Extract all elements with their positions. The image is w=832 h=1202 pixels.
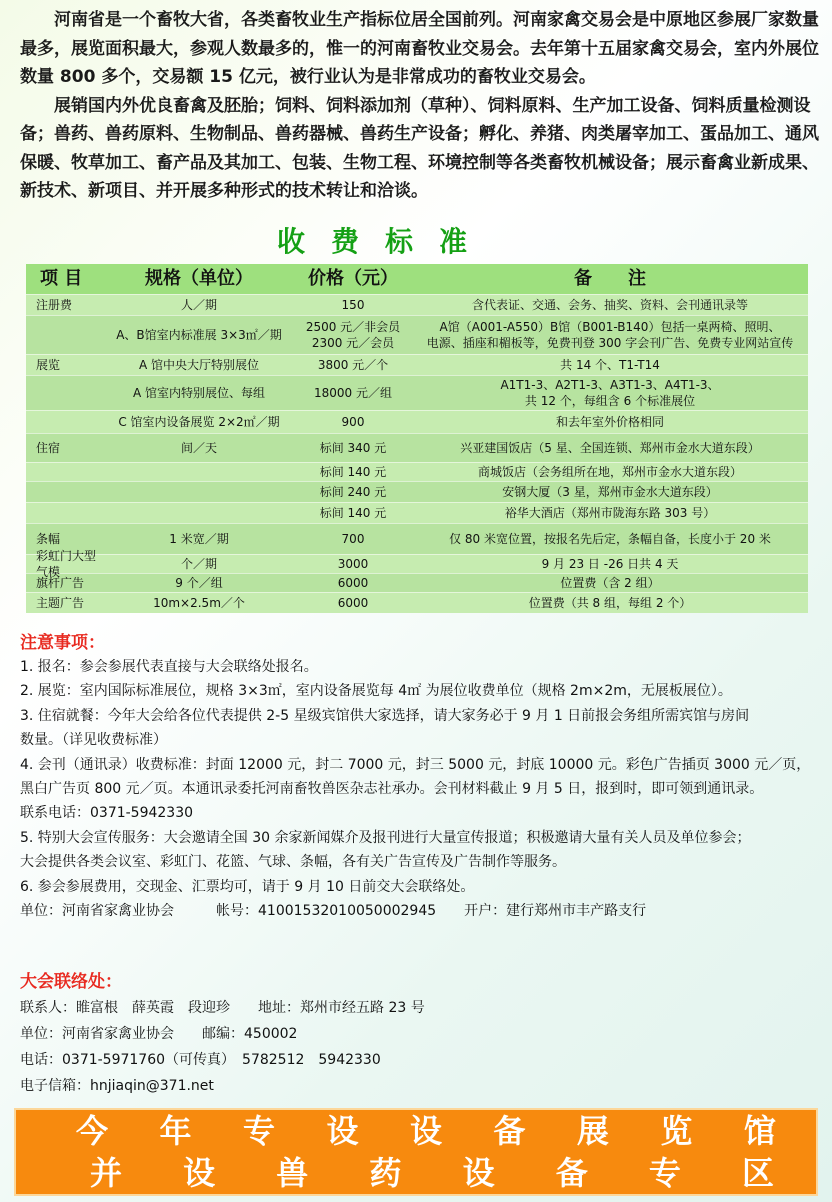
contact-line: 电话：0371-5971760（可传真） 5782512 5942330: [20, 1052, 381, 1068]
table-row: [26, 502, 808, 523]
cell-price: 150: [341, 298, 365, 312]
fee-standard-title: 收费标准: [276, 225, 493, 258]
cell-note: 安钢大厦（3 星，郑州市金水大道东段）: [502, 485, 718, 499]
cell-price: 标间 240 元: [319, 485, 387, 499]
cell-spec: 10m×2.5m／个: [153, 596, 245, 610]
banner-char: 设: [326, 1112, 359, 1150]
table-row: [26, 354, 808, 375]
cell-note: 位置费（含 2 组）: [560, 576, 660, 590]
cell-price: 标间 140 元: [319, 465, 387, 479]
table-row: [26, 549, 808, 579]
contact-list: [20, 995, 820, 1099]
cell-note: 仅 80 米宽位置，按报名先后定，条幅自备，长度小于 20 米: [449, 532, 771, 546]
cell-spec: 1 米宽／期: [169, 532, 229, 546]
cell-price: 700: [341, 532, 365, 546]
cell-item: 旗杆广告: [36, 576, 85, 590]
fee-table: [26, 264, 808, 613]
banner-line-1: [16, 1110, 816, 1152]
cell-note: 位置费（共 8 组，每组 2 个）: [528, 596, 692, 610]
contact-line: 联系人：睢富根 薛英霞 段迎珍 地址：郑州市经五路 23 号: [20, 1000, 425, 1016]
cell-price: 3800 元／个: [317, 358, 389, 372]
banner-char: 兽: [276, 1154, 309, 1192]
cell-note: 9 月 23 日 -26 日共 4 天: [541, 557, 679, 571]
banner-char: 专: [648, 1154, 681, 1192]
cell-item: 彩虹门大型气模: [36, 549, 97, 579]
table-row: [26, 573, 808, 592]
contact-heading: 大会联络处：: [20, 972, 122, 992]
cell-spec: A、B馆室内标准展 3×3㎡／期: [116, 328, 282, 342]
banner-char: 专: [242, 1112, 275, 1150]
note-line: 2. 展览：室内国际标准展位，规格 3×3㎡，室内设备展览每 4㎡ 为展位收费单位（规格 2m×2m，无展板展位）。: [20, 683, 732, 700]
cell-price: 6000: [337, 576, 369, 590]
table-row: [26, 294, 808, 315]
cell-spec: 人／期: [180, 298, 217, 312]
intro-section: [20, 6, 820, 206]
banner-line-2: [16, 1152, 816, 1194]
banner-char: 览: [660, 1112, 693, 1150]
cell-spec: 个／期: [180, 557, 217, 571]
header-item: 项 目: [40, 268, 83, 289]
table-row: [26, 462, 808, 481]
notes-list: [20, 655, 820, 923]
note-line: 3. 住宿就餐：今年大会给各位代表提供 2-5 星级宾馆供大家选择，请大家务必于 9 月 1 日前报会务组所需宾馆与房间: [20, 707, 750, 724]
cell-spec: C 馆室内设备展览 2×2㎡／期: [118, 415, 280, 429]
note-line: 1. 报名：参会参展代表直接与大会联络处报名。: [20, 659, 318, 675]
cell-spec: A 馆中央大厅特别展位: [138, 358, 260, 372]
intro-paragraph-1: 河南省是一个畜牧大省，各类畜牧业生产指标位居全国前列。河南家禽交易会是中原地区参展厂家数量最多，展览面积最大，参观人数最多的，惟一的河南畜牧业交易会。去年第十五届家禽交易会，室内外展位数量 800 多个，交易额 15 亿元，被行业认为是非常成功的畜牧业交易会。: [20, 10, 819, 87]
header-spec: 规格（单位）: [145, 268, 253, 289]
table-row: [26, 433, 808, 462]
banner-char: 备: [555, 1154, 588, 1192]
cell-note: 和去年室外价格相同: [555, 415, 664, 429]
table-row: [26, 410, 808, 433]
banner-char: 药: [369, 1154, 402, 1192]
cell-spec: 9 个／组: [175, 576, 223, 590]
banner-char: 区: [741, 1154, 774, 1192]
table-row: [26, 375, 808, 410]
table-row: [26, 523, 808, 554]
cell-item: 住宿: [36, 441, 61, 455]
cell-price: 3000: [337, 557, 369, 571]
note-line: 单位：河南省家禽业协会 帐号：4100153201005000294​5 开户：建行郑州市丰产路支行: [20, 903, 647, 920]
banner-char: 馆: [743, 1112, 776, 1150]
note-line: 数量。（详见收费标准）: [20, 732, 167, 749]
cell-item: 主题广告: [36, 596, 85, 610]
note-line: 6. 参会参展费用，交现金、汇票均可，请于 9 月 10 日前交大会联络处。: [20, 878, 475, 895]
fee-table-header: [26, 264, 808, 294]
contact-line: 电子信箱：hnjiaqin@371.net: [20, 1078, 214, 1094]
cell-note: 兴亚建国饭店（5 星、全国连锁、郑州市金水大道东段）: [460, 441, 760, 455]
table-row: [26, 592, 808, 613]
banner-char: 年: [159, 1112, 192, 1150]
intro-paragraph-2: 展销国内外优良畜禽及胚胎；饲料、饲料添加剂（草种）、饲料原料、生产加工设备、饲料质量检测设备；兽药、兽药原料、生物制品、兽药器械、兽药生产设备；孵化、养猪、肉类屠宰加工、蛋品加工、通风保暖、牧草加工、畜产品及其加工、包装、生物工程、环境控制等各类畜牧机械设备；展示畜禽业新成果、新技术、新项目、并开展多种形式的技术转让和洽谈。: [20, 95, 819, 201]
banner-char: 备: [493, 1112, 526, 1150]
banner: [14, 1108, 818, 1196]
banner-char: 展: [576, 1112, 609, 1150]
cell-note: A馆（A001-A550）B馆（B001-B140）包括一桌两椅、照明、 电源、插座和楣板等，免费刊登 300 字会刊广告、免费专业网站宣传: [426, 320, 794, 350]
note-line: 4. 会刊（通讯录）收费标准：封面 12000 元，封二 7000 元，封三 5000 元，封底 10000 元。彩色广告插页 3000 元／页，: [20, 756, 811, 773]
banner-char: 设: [462, 1154, 495, 1192]
cell-item: 注册费: [36, 298, 73, 312]
contact-line: 单位：河南省家禽业协会 邮编：450002: [20, 1026, 298, 1042]
cell-price: 标间 140 元: [319, 506, 387, 520]
cell-spec: A 馆室内特别展位、每组: [132, 386, 266, 400]
cell-note: 商城饭店（会务组所在地，郑州市金水大道东段）: [477, 465, 742, 479]
cell-note: 共 14 个、T1-T14: [560, 358, 660, 372]
note-line: 联系电话：0371-5942330: [20, 805, 194, 822]
note-line: 5. 特别大会宣传服务：大会邀请全国 30 余家新闻媒介及报刊进行大量宣传报道；积极邀请大量有关人员及单位参会；: [20, 829, 751, 846]
note-line: 大会提供各类会议室、彩虹门、花篮、气球、条幅，各有关广告宣传及广告制作等服务。: [20, 854, 566, 871]
header-note: 备 注: [574, 268, 646, 289]
table-row: [26, 481, 808, 502]
notes-heading: 注意事项：: [20, 633, 105, 653]
cell-price: 6000: [337, 596, 369, 610]
cell-note: 含代表证、交通、会务、抽奖、资料、会刊通讯录等: [471, 298, 748, 312]
cell-item: 展览: [36, 358, 61, 372]
banner-char: 并: [90, 1154, 123, 1192]
fee-table-body: [26, 294, 808, 613]
cell-note: 裕华大酒店（郑州市陇海东路 303 号）: [504, 506, 716, 520]
banner-char: 设: [183, 1154, 216, 1192]
cell-price: 2500 元／非会员 2300 元／会员: [305, 320, 401, 350]
table-row: [26, 315, 808, 354]
cell-item: 条幅: [36, 532, 61, 546]
banner-char: 设: [409, 1112, 442, 1150]
cell-spec: 间／天: [180, 441, 217, 455]
cell-price: 18000 元／组: [314, 386, 392, 400]
banner-char: 今: [76, 1112, 109, 1150]
header-price: 价格（元）: [308, 268, 398, 289]
cell-price: 900: [341, 415, 365, 429]
cell-price: 标间 340 元: [319, 441, 387, 455]
cell-note: A1T1-3、A2T1-3、A3T1-3、A4T1-3、 共 12 个，每组含 6 个标准展位: [500, 378, 720, 408]
note-line: 黑白广告页 800 元／页。本通讯录委托河南畜牧兽医杂志社承办。会刊材料截止 9 月 5 日，报到时，即可领到通讯录。: [20, 781, 764, 798]
